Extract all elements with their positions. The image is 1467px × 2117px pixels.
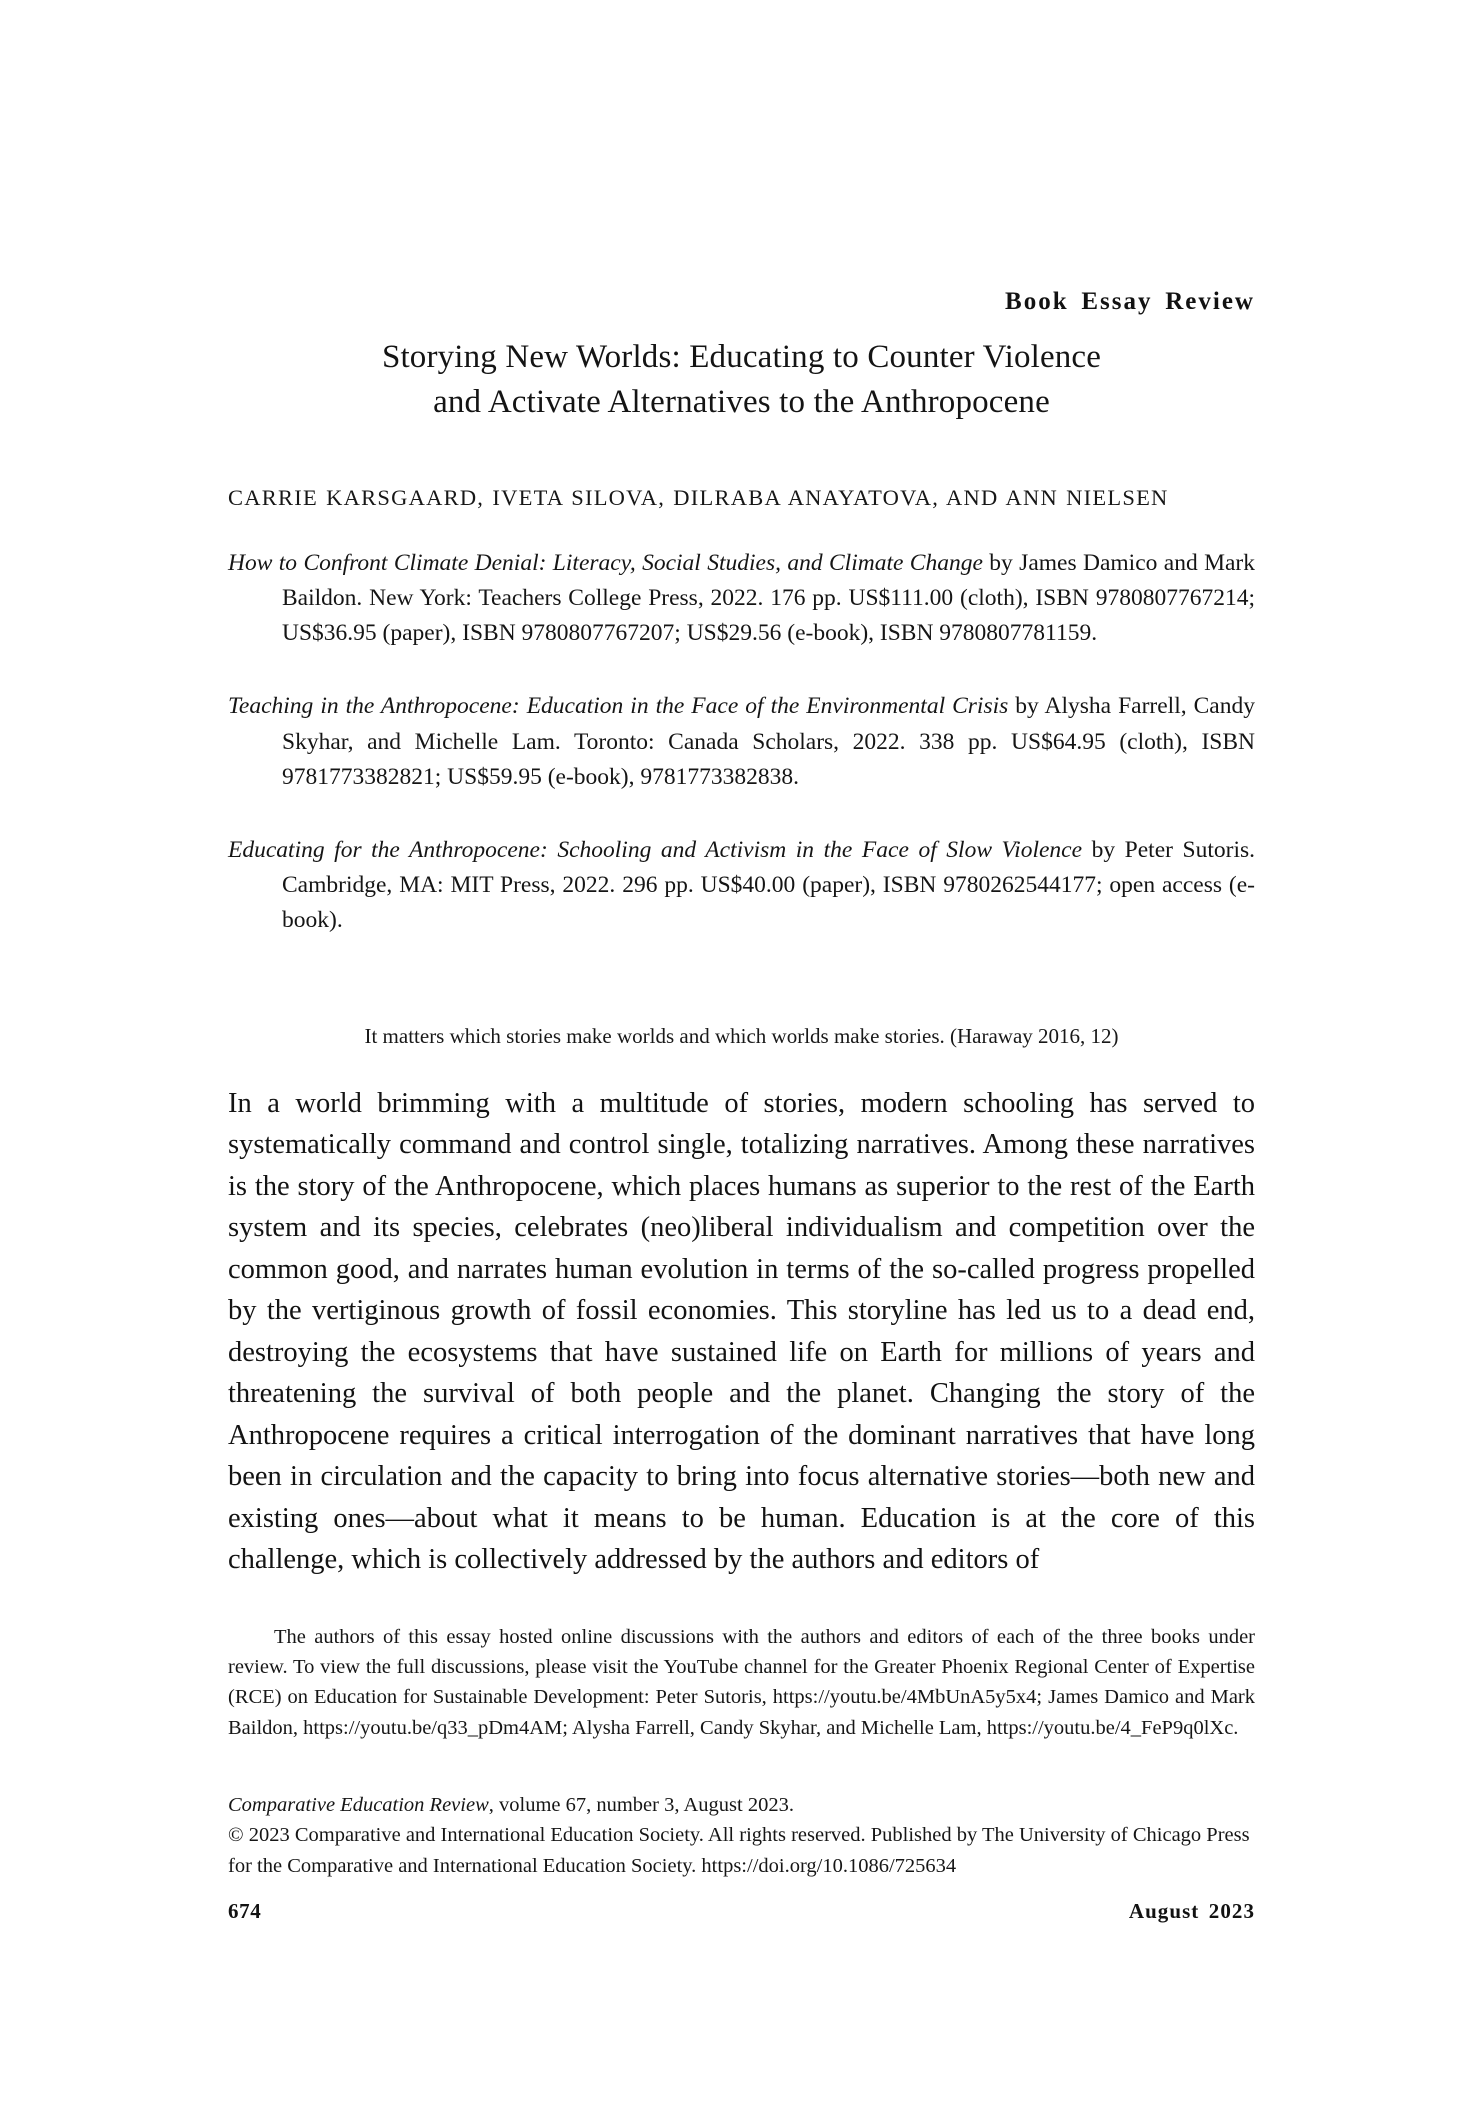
title-line-2: and Activate Alternatives to the Anthropocene [433,383,1050,420]
footnote-text: The authors of this essay hosted online discussions with the authors and editors of each of the three books under review. To view the full discussions, please visit the YouTube channel for the Greater Phoenix Regional Center of Expertise (RCE) on Education for Sustainable Development: Peter Sutoris, https://youtu.be/4MbUnA5y5x4; James Damico and Mark Baildon, https://youtu.be/q33_pDm4AM; Alysha Farrell, Candy Skyhar, and Michelle Lam, https://youtu.be/4_FeP9q0lXc. [228,1626,1255,1739]
journal-issue-line [228,1790,1255,1820]
reviewed-books-list [228,546,1255,976]
page-title [228,335,1255,425]
journal-imprint [228,1790,1255,1881]
title-line-1: Storying New Worlds: Educating to Counter Violence [381,339,1102,375]
journal-issue-details: , volume 67, number 3, August 2023. [488,1794,794,1816]
author-byline: CARRIE KARSGAARD, IVETA SILOVA, DILRABA ANAYATOVA, AND ANN NIELSEN [228,485,1169,510]
book-citation [228,546,1255,651]
journal-title: Comparative Education Review [228,1794,489,1816]
page-number: 674 [228,1899,262,1923]
book-citation [228,833,1255,938]
book-citation-details: by Peter Sutoris. Cambridge, MA: MIT Press, 2022. 296 pp. US$40.00 (paper), ISBN 9780262544177; open access (e-book). [282,836,1255,933]
body-paragraph: In a world brimming with a multitude of stories, modern schooling has served to systematically command and control single, totalizing narratives. Among these narratives is the story of the Anthropocene, which places humans as superior to the rest of the Earth system and its species, celebrates (neo)liberal individualism and competition over the common good, and narrates human evolution in terms of the so-called progress propelled by the vertiginous growth of fossil economies. This storyline has led us to a dead end, destroying the ecosystems that have sustained life on Earth for millions of years and threatening the survival of both people and the planet. Changing the story of the Anthropocene requires a critical interrogation of the dominant narratives that have long been in circulation and the capacity to bring into focus alternative stories—both new and existing ones—about what it means to be human. Education is at the core of this challenge, which is collectively addressed by the authors and editors of [228,1088,1255,1575]
copyright-line: © 2023 Comparative and International Education Society. All rights reserved. Published by The University of Chicago Press for the Comparative and International Education Society. https://doi.org/10.1086/725634 [228,1824,1250,1877]
book-citation [228,689,1255,794]
book-citation-details: by Alysha Farrell, Candy Skyhar, and Michelle Lam. Toronto: Canada Scholars, 2022. 338 pp. US$64.95 (cloth), ISBN 9781773382821; US$59.95 (e-book), 9781773382838. [282,693,1255,790]
issue-date: August 2023 [1128,1899,1255,1923]
book-title: Teaching in the Anthropocene: Education in the Face of the Environmental Crisis [228,693,1009,720]
page-content-column [228,0,1255,2117]
book-citation-details: by James Damico and Mark Baildon. New York: Teachers College Press, 2022. 176 pp. US$111.00 (cloth), ISBN 9780807767214; US$36.95 (paper), ISBN 9780807767207; US$29.56 (e-book), ISBN 9780807781159. [282,550,1255,647]
running-head: Book Essay Review [1005,288,1255,315]
book-title: How to Confront Climate Denial: Literacy, Social Studies, and Climate Change [228,550,983,576]
epigraph-quote: It matters which stories make worlds and which worlds make stories. (Haraway 2016, 12) [364,1024,1119,1048]
book-title: Educating for the Anthropocene: Schooling and Activism in the Face of Slow Violence [228,836,1083,863]
